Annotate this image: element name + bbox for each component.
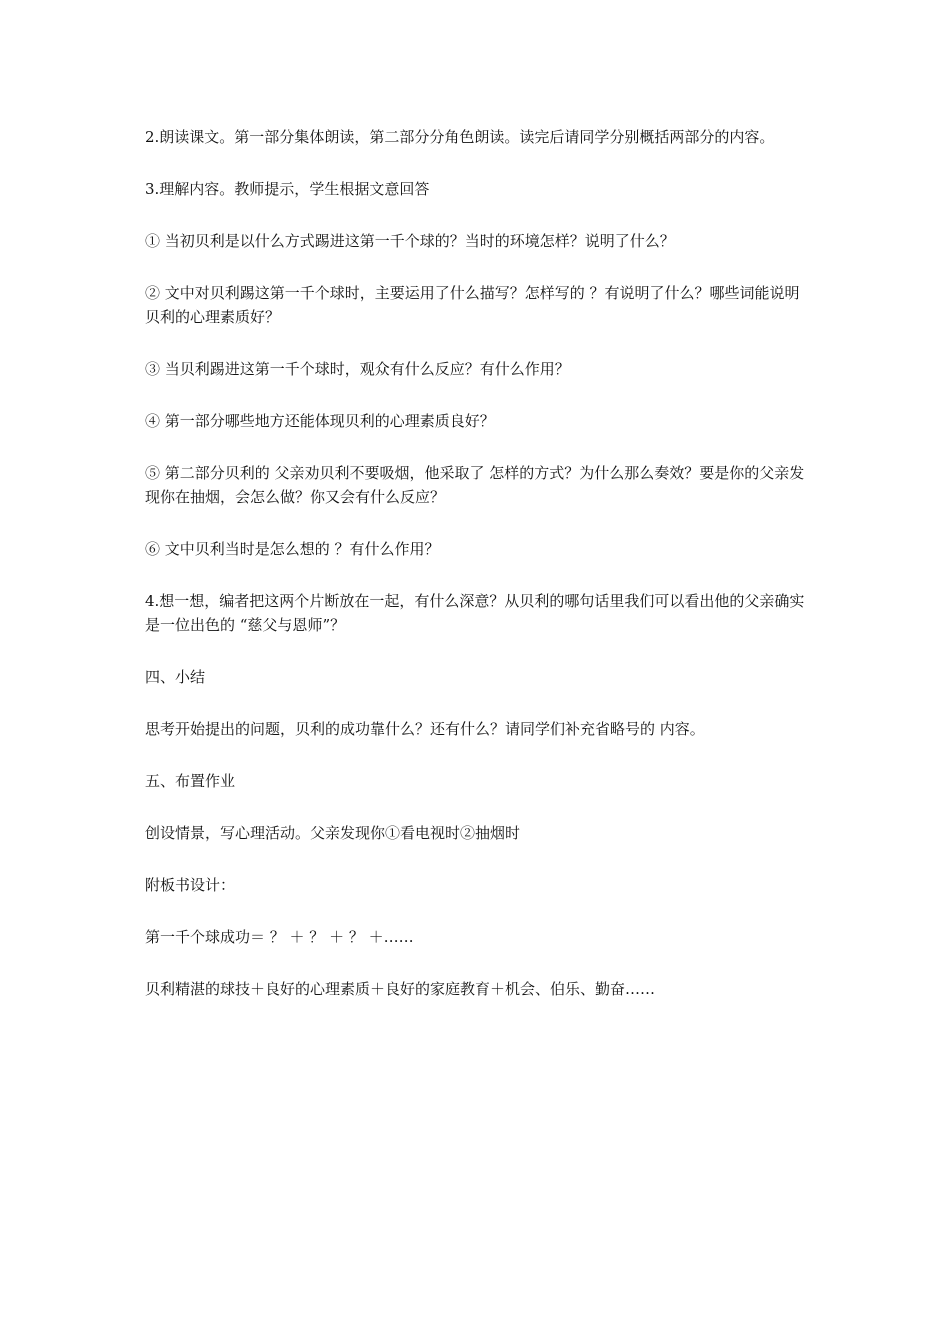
board-design-formula: 第一千个球成功＝ ？ ＋ ？ ＋ ？ ＋…… xyxy=(145,928,414,946)
question-6: ⑥ 文中贝利当时是怎么想的 ？有什么作用？ xyxy=(145,540,440,558)
paragraph-summary: 思考开始提出的问题，贝利的成功靠什么？还有什么？请同学们补充省略号的 内容。 xyxy=(145,720,705,738)
question-3: ③ 当贝利踢进这第一千个球时，观众有什么反应？有什么作用？ xyxy=(145,360,570,378)
paragraph-understanding-heading: 3.理解内容。教师提示，学生根据文意回答 xyxy=(145,180,430,198)
paragraph-homework: 创设情景，写心理活动。父亲发现你①看电视时②抽烟时 xyxy=(145,824,521,842)
question-5: ⑤ 第二部分贝利的 父亲劝贝利不要吸烟，他采取了 怎样的方式？为什么那么奏效？要是你的父亲发现你在抽烟，会怎么做？你又会有什么反应？ xyxy=(145,464,805,506)
question-1: ① 当初贝利是以什么方式踢进这第一千个球的？当时的环境怎样？说明了什么？ xyxy=(145,232,675,250)
section-heading-homework: 五、布置作业 xyxy=(145,772,236,790)
question-2: ② 文中对贝利踢这第一千个球时，主要运用了什么描写？怎样写的 ？有说明了什么？哪些词能说明贝利的心理素质好？ xyxy=(145,284,800,326)
paragraph-think-task: 4.想一想，编者把这两个片断放在一起，有什么深意？从贝利的哪句话里我们可以看出他的父亲确实是一位出色的 “慈父与恩师”？ xyxy=(145,592,805,634)
question-4: ④ 第一部分哪些地方还能体现贝利的心理素质良好？ xyxy=(145,412,495,430)
board-design-heading: 附板书设计： xyxy=(145,876,236,894)
document-body xyxy=(145,125,810,1029)
section-heading-summary: 四、小结 xyxy=(145,668,206,686)
board-design-answer: 贝利精湛的球技＋良好的心理素质＋良好的家庭教育＋机会、伯乐、勤奋…… xyxy=(145,980,656,998)
paragraph-reading-task: 2.朗读课文。第一部分集体朗读，第二部分分角色朗读。读完后请同学分别概括两部分的内容。 xyxy=(145,128,775,146)
